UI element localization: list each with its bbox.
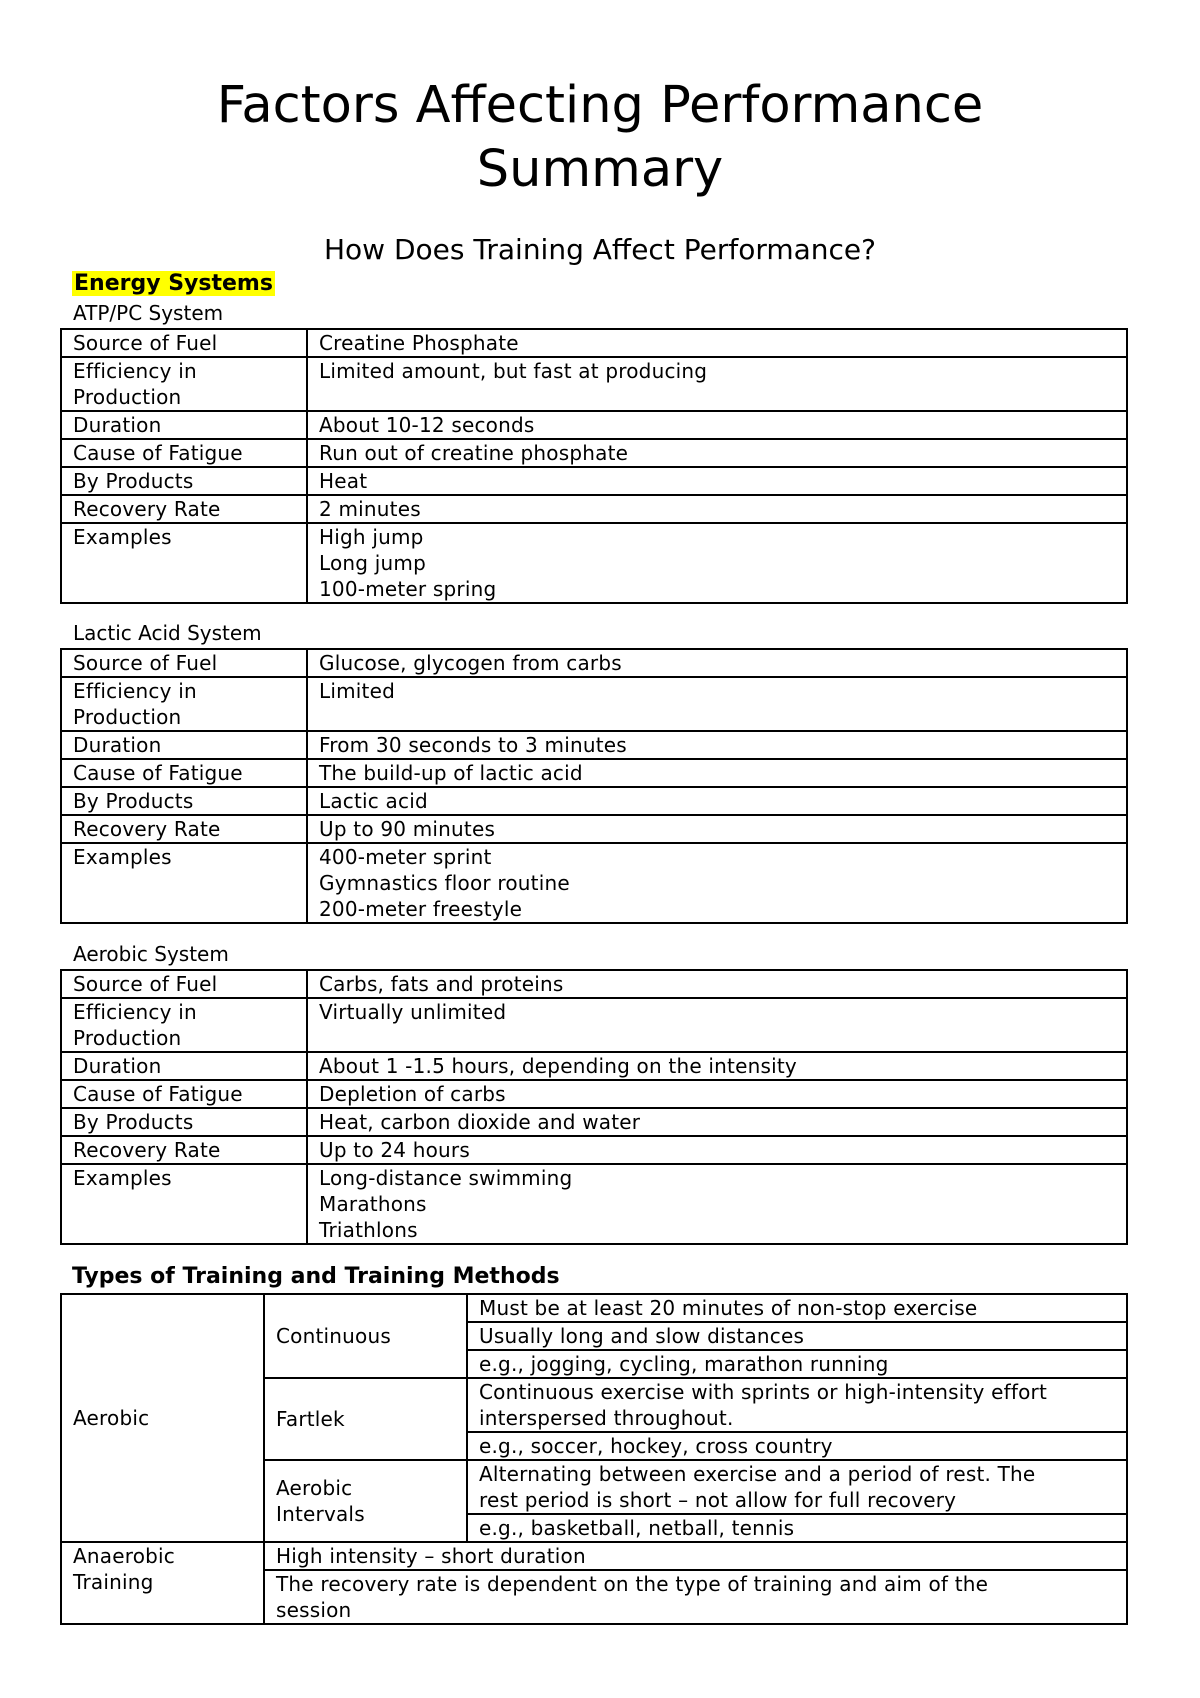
row-label xyxy=(61,357,307,411)
row-label: Cause of Fatigue xyxy=(61,1080,307,1108)
table-row xyxy=(61,329,1127,357)
method-label-line: Intervals xyxy=(276,1502,365,1526)
table-row xyxy=(61,1080,1127,1108)
row-value: Creatine Phosphate xyxy=(307,329,1127,357)
method-label-line: Aerobic xyxy=(276,1476,353,1500)
table-row xyxy=(61,1108,1127,1136)
table-row xyxy=(61,970,1127,998)
row-label: By Products xyxy=(61,1108,307,1136)
row-label xyxy=(61,998,307,1052)
row-label: Examples xyxy=(61,523,307,603)
system-label-lactic: Lactic Acid System xyxy=(73,621,262,645)
training-methods-table xyxy=(60,1293,1128,1625)
table-row xyxy=(61,411,1127,439)
row-label: Recovery Rate xyxy=(61,495,307,523)
table-row xyxy=(61,1542,1127,1570)
row-value xyxy=(307,1164,1127,1244)
detail-line: Alternating between exercise and a period of rest. The xyxy=(479,1462,1036,1486)
row-label: Recovery Rate xyxy=(61,815,307,843)
row-value: From 30 seconds to 3 minutes xyxy=(307,731,1127,759)
row-label: Duration xyxy=(61,1052,307,1080)
row-value xyxy=(307,523,1127,603)
method-detail xyxy=(467,1460,1127,1514)
aerobic-intervals-method-cell xyxy=(264,1460,467,1542)
anaerobic-detail: High intensity – short duration xyxy=(264,1542,1127,1570)
row-value: The build-up of lactic acid xyxy=(307,759,1127,787)
table-row xyxy=(61,357,1127,411)
detail-line: interspersed throughout. xyxy=(479,1406,734,1430)
row-value: Depletion of carbs xyxy=(307,1080,1127,1108)
row-value: Lactic acid xyxy=(307,787,1127,815)
row-label xyxy=(61,677,307,731)
title-line-1: Factors Affecting Performance xyxy=(216,76,984,135)
aerobic-category-cell: Aerobic xyxy=(61,1294,264,1542)
table-row xyxy=(61,1294,1127,1322)
label-line: Production xyxy=(73,385,182,409)
label-line: Efficiency in xyxy=(73,679,197,703)
row-value xyxy=(307,843,1127,923)
label-line: Efficiency in xyxy=(73,359,197,383)
row-value: Run out of creatine phosphate xyxy=(307,439,1127,467)
table-row xyxy=(61,677,1127,731)
row-value: Heat xyxy=(307,467,1127,495)
row-label: By Products xyxy=(61,467,307,495)
row-value: Carbs, fats and proteins xyxy=(307,970,1127,998)
table-row xyxy=(61,495,1127,523)
detail-line: Continuous exercise with sprints or high-intensity effort xyxy=(479,1380,1047,1404)
table-row xyxy=(61,759,1127,787)
label-line: Production xyxy=(73,705,182,729)
method-detail: e.g., jogging, cycling, marathon running xyxy=(467,1350,1127,1378)
row-label: Duration xyxy=(61,731,307,759)
table-row xyxy=(61,1052,1127,1080)
label-line: Production xyxy=(73,1026,182,1050)
example-item: Long-distance swimming xyxy=(319,1166,573,1190)
detail-line: session xyxy=(276,1598,352,1622)
atp-system-table xyxy=(60,328,1128,604)
example-item: 400-meter sprint xyxy=(319,845,492,869)
document-title xyxy=(0,74,1200,202)
table-row xyxy=(61,1164,1127,1244)
row-label: Cause of Fatigue xyxy=(61,439,307,467)
row-label: Examples xyxy=(61,1164,307,1244)
example-item: Triathlons xyxy=(319,1218,418,1242)
example-item: Long jump xyxy=(319,551,426,575)
detail-line: rest period is short – not allow for full recovery xyxy=(479,1488,957,1512)
example-item: Gymnastics floor routine xyxy=(319,871,570,895)
row-label: Source of Fuel xyxy=(61,649,307,677)
category-label-line: Training xyxy=(73,1570,154,1594)
lactic-system-table xyxy=(60,648,1128,924)
row-value: 2 minutes xyxy=(307,495,1127,523)
table-row xyxy=(61,467,1127,495)
method-detail: Usually long and slow distances xyxy=(467,1322,1127,1350)
fartlek-method-cell: Fartlek xyxy=(264,1378,467,1460)
row-label: Examples xyxy=(61,843,307,923)
system-label-aerobic: Aerobic System xyxy=(73,942,229,966)
continuous-method-cell: Continuous xyxy=(264,1294,467,1378)
detail-line: The recovery rate is dependent on the type of training and aim of the xyxy=(276,1572,989,1596)
row-label: Source of Fuel xyxy=(61,970,307,998)
aerobic-system-table xyxy=(60,969,1128,1245)
title-line-2: Summary xyxy=(476,140,724,199)
row-label: By Products xyxy=(61,787,307,815)
table-row xyxy=(61,998,1127,1052)
energy-systems-heading-text: Energy Systems xyxy=(74,271,273,296)
table-row xyxy=(61,523,1127,603)
example-item: Marathons xyxy=(319,1192,427,1216)
table-row xyxy=(61,815,1127,843)
row-value: Limited amount, but fast at producing xyxy=(307,357,1127,411)
example-item: High jump xyxy=(319,525,424,549)
anaerobic-category-cell xyxy=(61,1542,264,1624)
document-subtitle: How Does Training Affect Performance? xyxy=(323,233,876,266)
label-line: Efficiency in xyxy=(73,1000,197,1024)
example-item: 200-meter freestyle xyxy=(319,897,523,921)
method-detail: Must be at least 20 minutes of non-stop exercise xyxy=(467,1294,1127,1322)
example-item: 100-meter spring xyxy=(319,577,497,601)
table-row xyxy=(61,439,1127,467)
table-row xyxy=(61,843,1127,923)
row-value: Glucose, glycogen from carbs xyxy=(307,649,1127,677)
system-label-atp: ATP/PC System xyxy=(73,301,224,325)
row-value: Limited xyxy=(307,677,1127,731)
method-detail: e.g., soccer, hockey, cross country xyxy=(467,1432,1127,1460)
training-heading: Types of Training and Training Methods xyxy=(72,1264,560,1289)
row-value: Heat, carbon dioxide and water xyxy=(307,1108,1127,1136)
energy-systems-heading xyxy=(72,270,275,298)
table-row xyxy=(61,731,1127,759)
row-value: About 10-12 seconds xyxy=(307,411,1127,439)
row-label: Duration xyxy=(61,411,307,439)
row-value: Virtually unlimited xyxy=(307,998,1127,1052)
method-detail: e.g., basketball, netball, tennis xyxy=(467,1514,1127,1542)
category-label-line: Anaerobic xyxy=(73,1544,175,1568)
table-row xyxy=(61,1136,1127,1164)
table-row xyxy=(61,787,1127,815)
row-label: Source of Fuel xyxy=(61,329,307,357)
row-value: Up to 90 minutes xyxy=(307,815,1127,843)
table-row xyxy=(61,649,1127,677)
row-value: About 1 -1.5 hours, depending on the intensity xyxy=(307,1052,1127,1080)
row-value: Up to 24 hours xyxy=(307,1136,1127,1164)
row-label: Recovery Rate xyxy=(61,1136,307,1164)
row-label: Cause of Fatigue xyxy=(61,759,307,787)
method-detail xyxy=(467,1378,1127,1432)
anaerobic-detail xyxy=(264,1570,1127,1624)
